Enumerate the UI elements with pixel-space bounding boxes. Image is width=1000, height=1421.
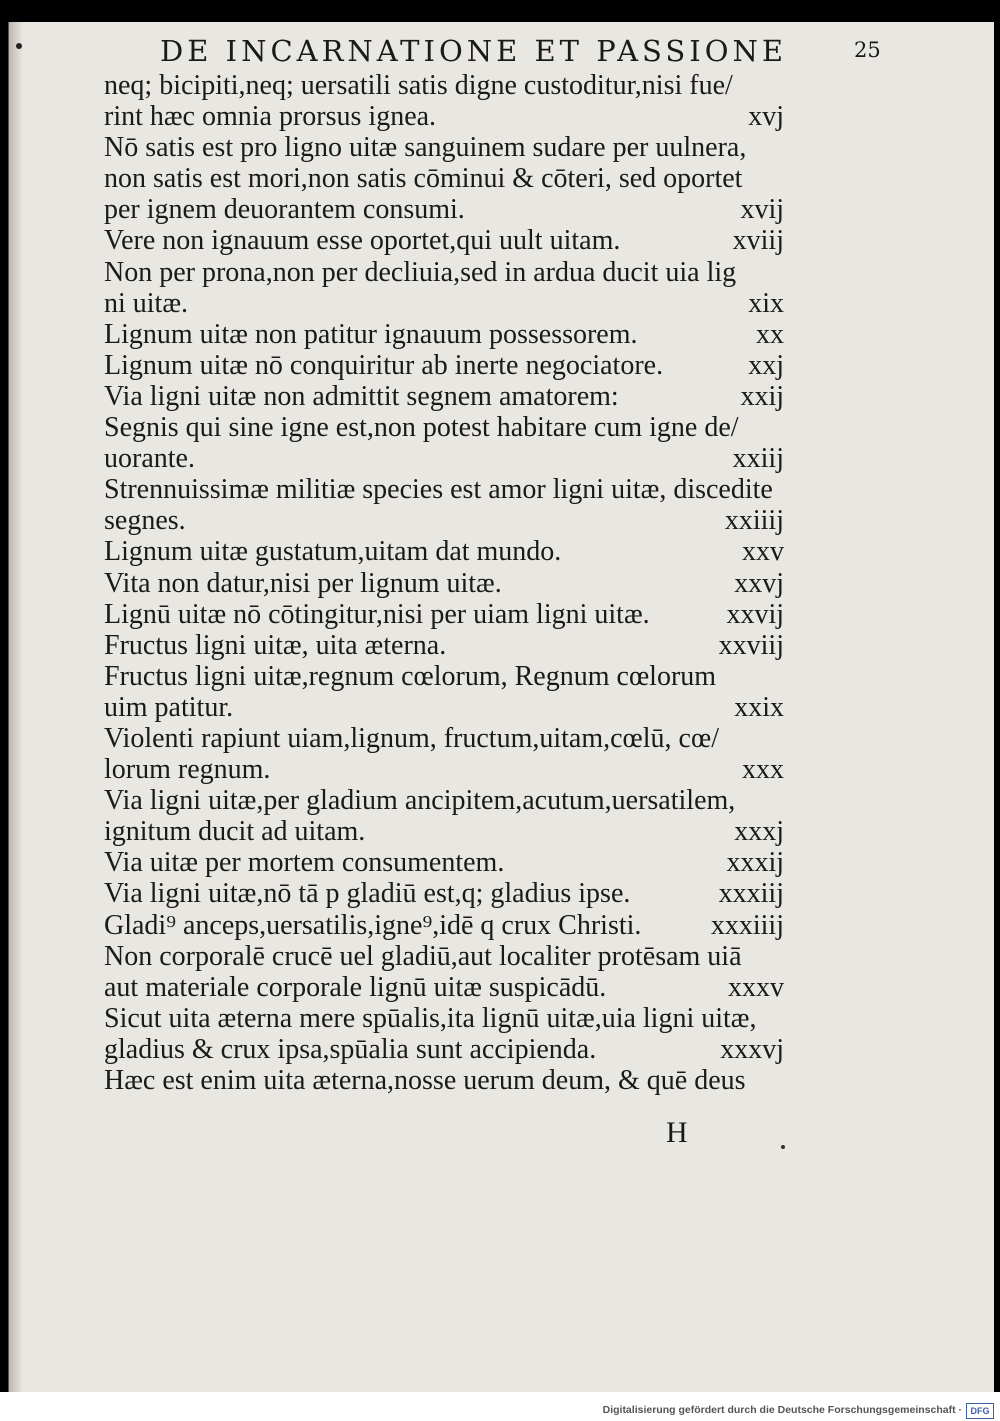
line-text: Lignū uitæ nō cōtingitur,nisi per uiam ligni uitæ. [104, 598, 650, 630]
verse-number: xxj [748, 349, 784, 381]
verse-number: xxxv [728, 971, 784, 1003]
line-text: Sicut uita æterna mere spūalis,ita lignū uitæ,uia ligni uitæ, [104, 1002, 757, 1034]
text-line [104, 847, 784, 878]
text-line [104, 474, 784, 505]
footer-credit: Digitalisierung gefördert durch die Deutsche Forschungsgemeinschaft · [602, 1404, 962, 1416]
line-text: ni uitæ. [104, 287, 189, 319]
verse-number: xxxij [726, 847, 784, 879]
text-line [104, 225, 784, 256]
line-text: non satis est mori,non satis cōminui & cōteri, sed oportet [104, 163, 743, 195]
verse-number: xx [756, 318, 784, 350]
text-line [104, 505, 784, 536]
verse-number: xxxiiij [710, 909, 784, 941]
text-block [104, 70, 784, 1096]
text-line [104, 972, 784, 1003]
line-text: Hæc est enim uita æterna,nosse uerum deum, & quē deus [104, 1065, 746, 1096]
line-text: Fructus ligni uitæ, uita æterna. [104, 629, 447, 661]
verse-number: xxv [742, 536, 784, 568]
dfg-logo: DFG [966, 1403, 994, 1419]
text-line [104, 878, 784, 909]
margin-dot [16, 43, 22, 49]
verse-number: xxix [734, 691, 784, 723]
line-text: aut materiale corporale lignū uitæ suspicādū. [104, 971, 607, 1003]
verse-number: xxviij [718, 629, 784, 661]
line-text: per ignem deuorantem consumi. [104, 194, 465, 226]
page-number: 25 [854, 38, 881, 62]
text-line [104, 568, 784, 599]
line-text: Nō satis est pro ligno uitæ sanguinem sudare per uulnera, [104, 132, 747, 164]
text-line [104, 536, 784, 567]
text-line [104, 257, 784, 288]
line-text: Lignum uitæ gustatum,uitam dat mundo. [104, 536, 562, 568]
text-line [104, 599, 784, 630]
text-line [104, 1003, 784, 1034]
text-line [104, 910, 784, 941]
line-text: ignitum ducit ad uitam. [104, 816, 366, 848]
text-line [104, 381, 784, 412]
line-text: segnes. [104, 505, 186, 537]
line-text: Via uitæ per mortem consumentem. [104, 847, 505, 879]
text-line [104, 630, 784, 661]
line-text: Fructus ligni uitæ,regnum cœlorum, Regnum cœlorum [104, 660, 717, 692]
signature-mark: H [666, 1116, 688, 1149]
text-line [104, 101, 784, 132]
verse-number: xxxj [734, 816, 784, 848]
page-gutter-shadow [9, 22, 23, 1392]
text-line [104, 692, 784, 723]
line-text: Vita non datur,nisi per lignum uitæ. [104, 567, 502, 599]
text-line [104, 816, 784, 847]
line-text: Strennuissimæ militiæ species est amor ligni uitæ, discedite [104, 474, 773, 506]
text-line [104, 288, 784, 319]
text-line [104, 132, 784, 163]
verse-number: xxij [740, 380, 784, 412]
ink-speck [781, 1145, 785, 1149]
line-text: uim patitur. [104, 691, 234, 723]
verse-number: xxiiij [724, 505, 784, 537]
text-line [104, 70, 784, 101]
line-text: Lignum uitæ nō conquiritur ab inerte negociatore. [104, 349, 664, 381]
line-text: Via ligni uitæ,per gladium ancipitem,acutum,uersatilem, [104, 785, 736, 817]
text-line [104, 412, 784, 443]
line-text: Lignum uitæ non patitur ignauum possessorem. [104, 318, 638, 350]
text-line [104, 443, 784, 474]
text-line [104, 754, 784, 785]
line-text: Vere non ignauum esse oportet,qui uult uitam. [104, 225, 621, 257]
text-line [104, 661, 784, 692]
line-text: Gladi⁹ anceps,uersatilis,igne⁹,idē q crux Christi. [104, 909, 642, 941]
line-text: neq; bicipiti,neq; uersatili satis digne custoditur,nisi fue/ [104, 70, 733, 101]
text-line [104, 194, 784, 225]
line-text: Non corporalē crucē uel gladiū,aut localiter protēsam uiā [104, 940, 742, 972]
line-text: uorante. [104, 443, 195, 475]
text-line [104, 1065, 784, 1096]
text-line [104, 319, 784, 350]
running-head: DE INCARNATIONE ET PASSIONE [160, 34, 788, 68]
verse-number: xix [748, 287, 784, 319]
line-text: Segnis qui sine igne est,non potest habitare cum igne de/ [104, 412, 739, 444]
verse-number: xxvij [726, 598, 784, 630]
verse-number: xxxvj [720, 1033, 784, 1065]
verse-number: xxiij [732, 443, 784, 475]
text-line [104, 1034, 784, 1065]
verse-number: xvij [740, 194, 784, 226]
verse-number: xxvj [734, 567, 784, 599]
line-text: Non per prona,non per decliuia,sed in ardua ducit uia lig [104, 256, 737, 288]
text-line [104, 163, 784, 194]
verse-number: xxx [742, 754, 784, 786]
line-text: lorum regnum. [104, 754, 271, 786]
line-text: Violenti rapiunt uiam,lignum, fructum,uitam,cœlū, cœ/ [104, 722, 719, 754]
line-text: gladius & crux ipsa,spūalia sunt accipienda. [104, 1033, 597, 1065]
line-text: Via ligni uitæ,nō tā p gladiū est,q; gladius ipse. [104, 878, 631, 910]
line-text: Via ligni uitæ non admittit segnem amatorem: [104, 380, 619, 412]
text-line [104, 723, 784, 754]
verse-number: xvj [748, 101, 784, 133]
verse-number: xviij [732, 225, 784, 257]
text-line [104, 350, 784, 381]
text-line [104, 941, 784, 972]
text-line [104, 785, 784, 816]
verse-number: xxxiij [718, 878, 784, 910]
line-text: rint hæc omnia prorsus ignea. [104, 101, 437, 133]
